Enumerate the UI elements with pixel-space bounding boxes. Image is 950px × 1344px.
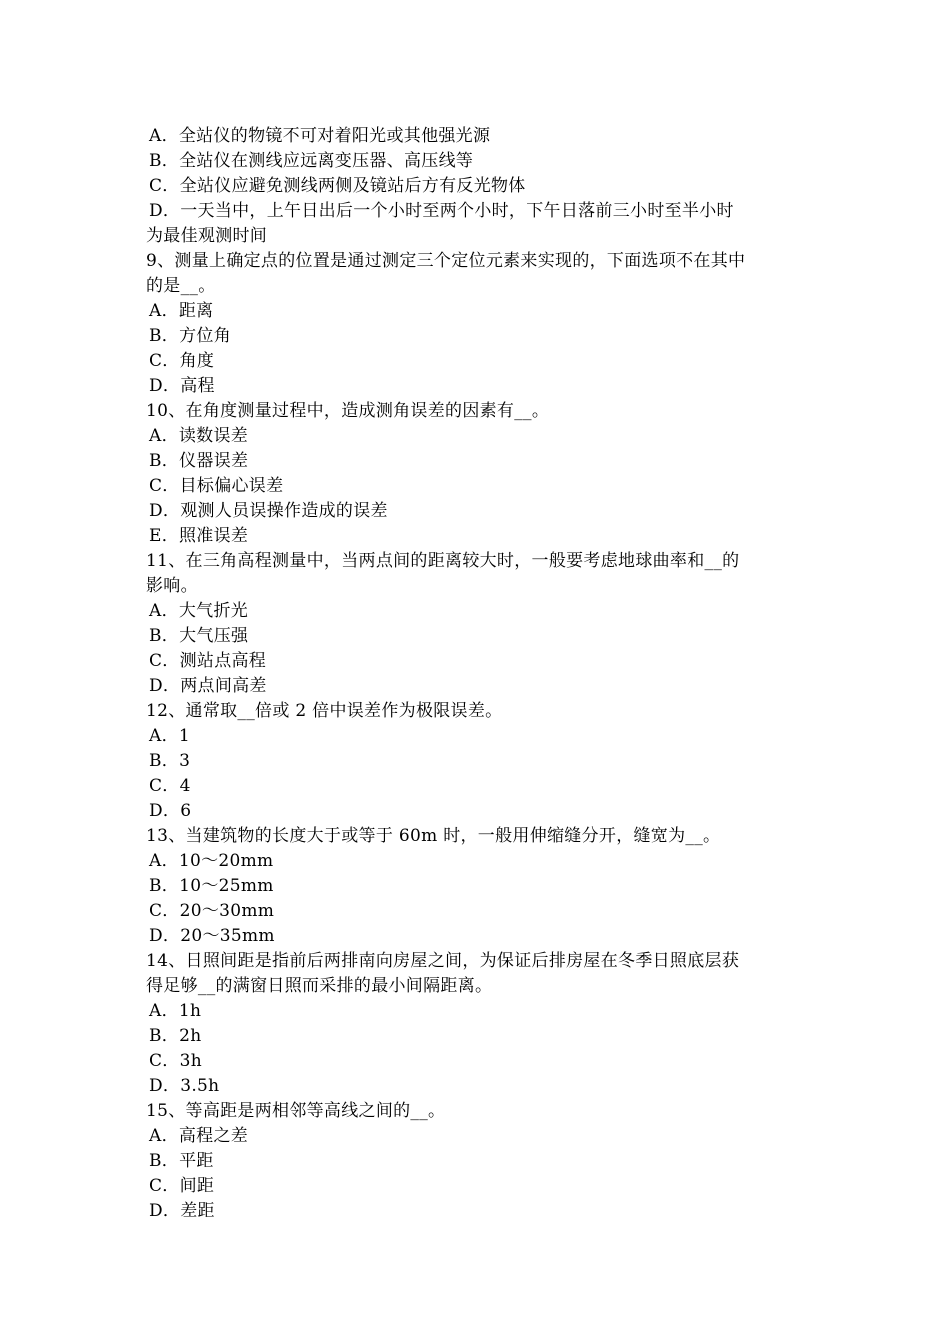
question-text: 12、通常取__倍或 2 倍中误差作为极限误差。 (146, 701, 503, 721)
answer-option: A．大气折光 (149, 601, 249, 621)
answer-option: B．仪器误差 (149, 451, 249, 471)
answer-option: C．20～30mm (149, 901, 275, 921)
answer-option: A．10～20mm (149, 851, 274, 871)
answer-option: A．1h (149, 1001, 202, 1021)
answer-option: B．2h (149, 1026, 202, 1046)
answer-option: D．差距 (149, 1201, 215, 1221)
question-text: 14、日照间距是指前后两排南向房屋之间，为保证后排房屋在冬季日照底层获 (146, 951, 740, 971)
question-text-continued: 影响。 (146, 576, 198, 596)
answer-option: B．平距 (149, 1151, 214, 1171)
document-body (0, 124, 950, 1224)
answer-option: D．两点间高差 (149, 676, 267, 696)
answer-option: C．4 (149, 776, 191, 796)
answer-option: B．10～25mm (149, 876, 274, 896)
answer-option: C．3h (149, 1051, 202, 1071)
answer-option: B．全站仪在测线应远离变压器、高压线等 (149, 151, 474, 171)
answer-option: A．全站仪的物镜不可对着阳光或其他强光源 (149, 126, 491, 146)
question-text: 11、在三角高程测量中，当两点间的距离较大时，一般要考虑地球曲率和__的 (146, 551, 740, 571)
question-text-continued: 的是__。 (146, 276, 216, 296)
answer-option: A．1 (149, 726, 190, 746)
answer-option: B．方位角 (149, 326, 231, 346)
question-text: 15、等高距是两相邻等高线之间的__。 (146, 1101, 446, 1121)
answer-option: A．高程之差 (149, 1126, 249, 1146)
answer-option: D．6 (149, 801, 192, 821)
answer-option: C．测站点高程 (149, 651, 267, 671)
answer-option: D．20～35mm (149, 926, 275, 946)
answer-option: D．观测人员误操作造成的误差 (149, 501, 388, 521)
answer-option: A．距离 (149, 301, 214, 321)
answer-option: B．3 (149, 751, 191, 771)
answer-option: A．读数误差 (149, 426, 249, 446)
question-text-continued: 得足够__的满窗日照而采排的最小间隔距离。 (146, 976, 493, 996)
answer-option: C．目标偏心误差 (149, 476, 284, 496)
answer-option: C．间距 (149, 1176, 215, 1196)
answer-option: D．3.5h (149, 1076, 220, 1096)
answer-option: D．一天当中，上午日出后一个小时至两个小时，下午日落前三小时至半小时 (149, 201, 734, 221)
question-text: 9、测量上确定点的位置是通过测定三个定位元素来实现的，下面选项不在其中 (146, 251, 746, 271)
question-text-continued: 为最佳观测时间 (146, 226, 268, 246)
answer-option: C．全站仪应避免测线两侧及镜站后方有反光物体 (149, 176, 526, 196)
answer-option: C．角度 (149, 351, 215, 371)
question-text: 10、在角度测量过程中，造成测角误差的因素有__。 (146, 401, 550, 421)
question-text: 13、当建筑物的长度大于或等于 60m 时，一般用伸缩缝分开，缝宽为__。 (146, 826, 721, 846)
answer-option: D．高程 (149, 376, 215, 396)
answer-option: B．大气压强 (149, 626, 249, 646)
answer-option: E．照准误差 (149, 526, 249, 546)
